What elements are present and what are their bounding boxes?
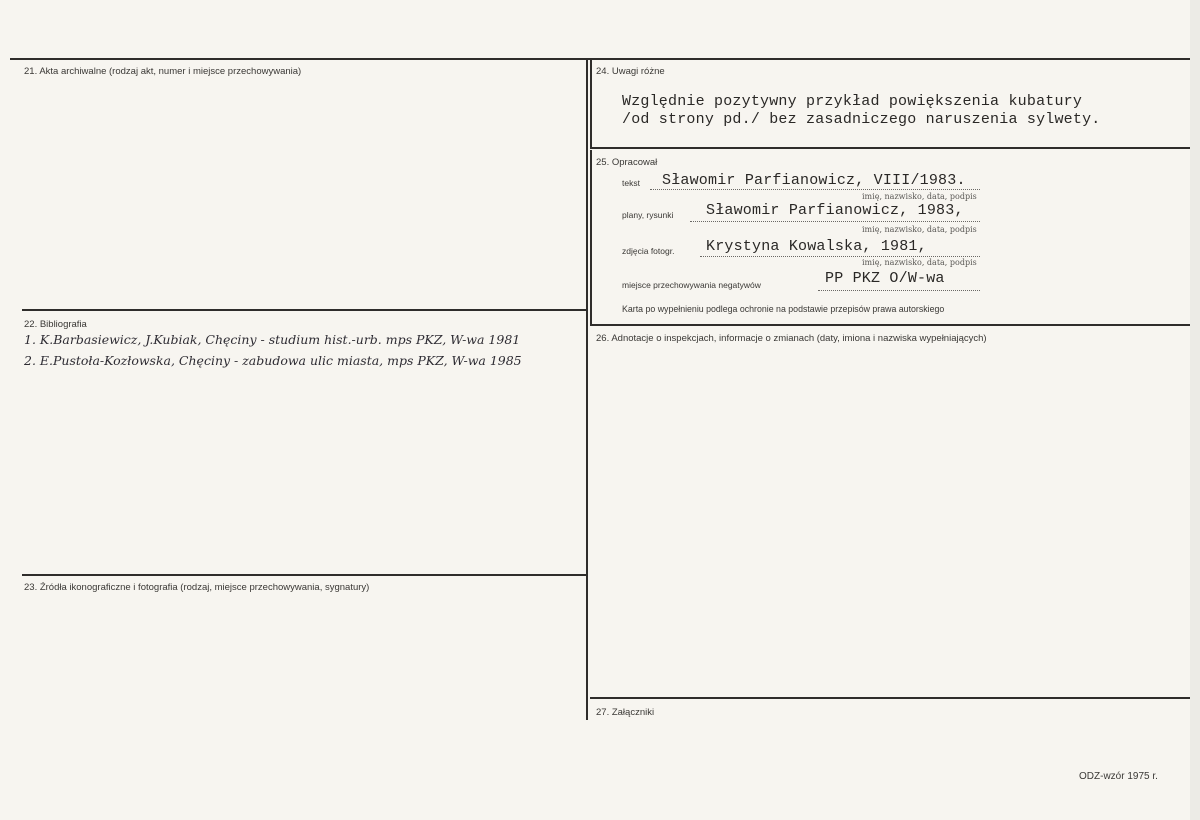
- section-22-label: 22. Bibliografia: [24, 319, 87, 330]
- form-template-footer: ODZ-wzór 1975 r.: [1079, 771, 1158, 782]
- section-27-label: 27. Załączniki: [596, 707, 655, 718]
- plany-caption: imię, nazwisko, data, podpis: [862, 225, 977, 234]
- section-24-label: 24. Uwagi różne: [596, 66, 665, 77]
- plany-field-line: [690, 221, 980, 222]
- remarks-line-2: /od strony pd./ bez zasadniczego naruszenia sylwety.: [622, 111, 1101, 128]
- negatywy-field-line: [818, 290, 980, 291]
- copyright-note: Karta po wypełnieniu podlega ochronie na podstawie przepisów prawa autorskiego: [622, 304, 945, 314]
- tekst-value: Sławomir Parfianowicz, VIII/1983.: [662, 172, 966, 189]
- rule-21-bottom: [22, 309, 586, 311]
- bibliography-entry-2: 2. E.Pustoła-Kozłowska, Chęciny - zabudowa ulic miasta, mps PKZ, W-wa 1985: [24, 353, 522, 368]
- rule-22-bottom: [22, 574, 586, 576]
- center-divider: [586, 58, 588, 720]
- tekst-caption: imię, nazwisko, data, podpis: [862, 192, 977, 201]
- tekst-label: tekst: [622, 178, 640, 188]
- zdjecia-value: Krystyna Kowalska, 1981,: [706, 238, 927, 255]
- rule-26-bottom: [590, 697, 1190, 699]
- rule-24-bottom: [590, 147, 1190, 149]
- negatywy-label: miejsce przechowywania negatywów: [622, 280, 761, 290]
- remarks-line-1: Względnie pozytywny przykład powiększenia kubatury: [622, 93, 1083, 110]
- plany-value: Sławomir Parfianowicz, 1983,: [706, 202, 964, 219]
- rule-25-bottom: [590, 324, 1190, 326]
- bibliography-entry-1: 1. K.Barbasiewicz, J.Kubiak, Chęciny - studium hist.-urb. mps PKZ, W-wa 1981: [24, 332, 521, 347]
- zdjecia-field-line: [700, 256, 980, 257]
- page-edge: [1190, 0, 1200, 820]
- section-21-label: 21. Akta archiwalne (rodzaj akt, numer i miejsce przechowywania): [24, 66, 302, 77]
- plany-label: plany, rysunki: [622, 210, 674, 220]
- right-divider-24: [590, 58, 592, 148]
- top-rule: [10, 58, 1190, 60]
- section-26-label: 26. Adnotacje o inspekcjach, informacje o zmianach (daty, imiona i nazwiska wypełniających): [596, 333, 987, 344]
- section-25-label: 25. Opracował: [596, 157, 658, 168]
- section-23-label: 23. Źródła ikonograficzne i fotografia (rodzaj, miejsce przechowywania, sygnatury): [24, 582, 370, 593]
- zdjecia-label: zdjęcia fotogr.: [622, 246, 675, 256]
- right-divider-25: [590, 150, 592, 325]
- negatywy-value: PP PKZ O/W-wa: [825, 270, 945, 287]
- zdjecia-caption: imię, nazwisko, data, podpis: [862, 258, 977, 267]
- tekst-field-line: [650, 189, 980, 190]
